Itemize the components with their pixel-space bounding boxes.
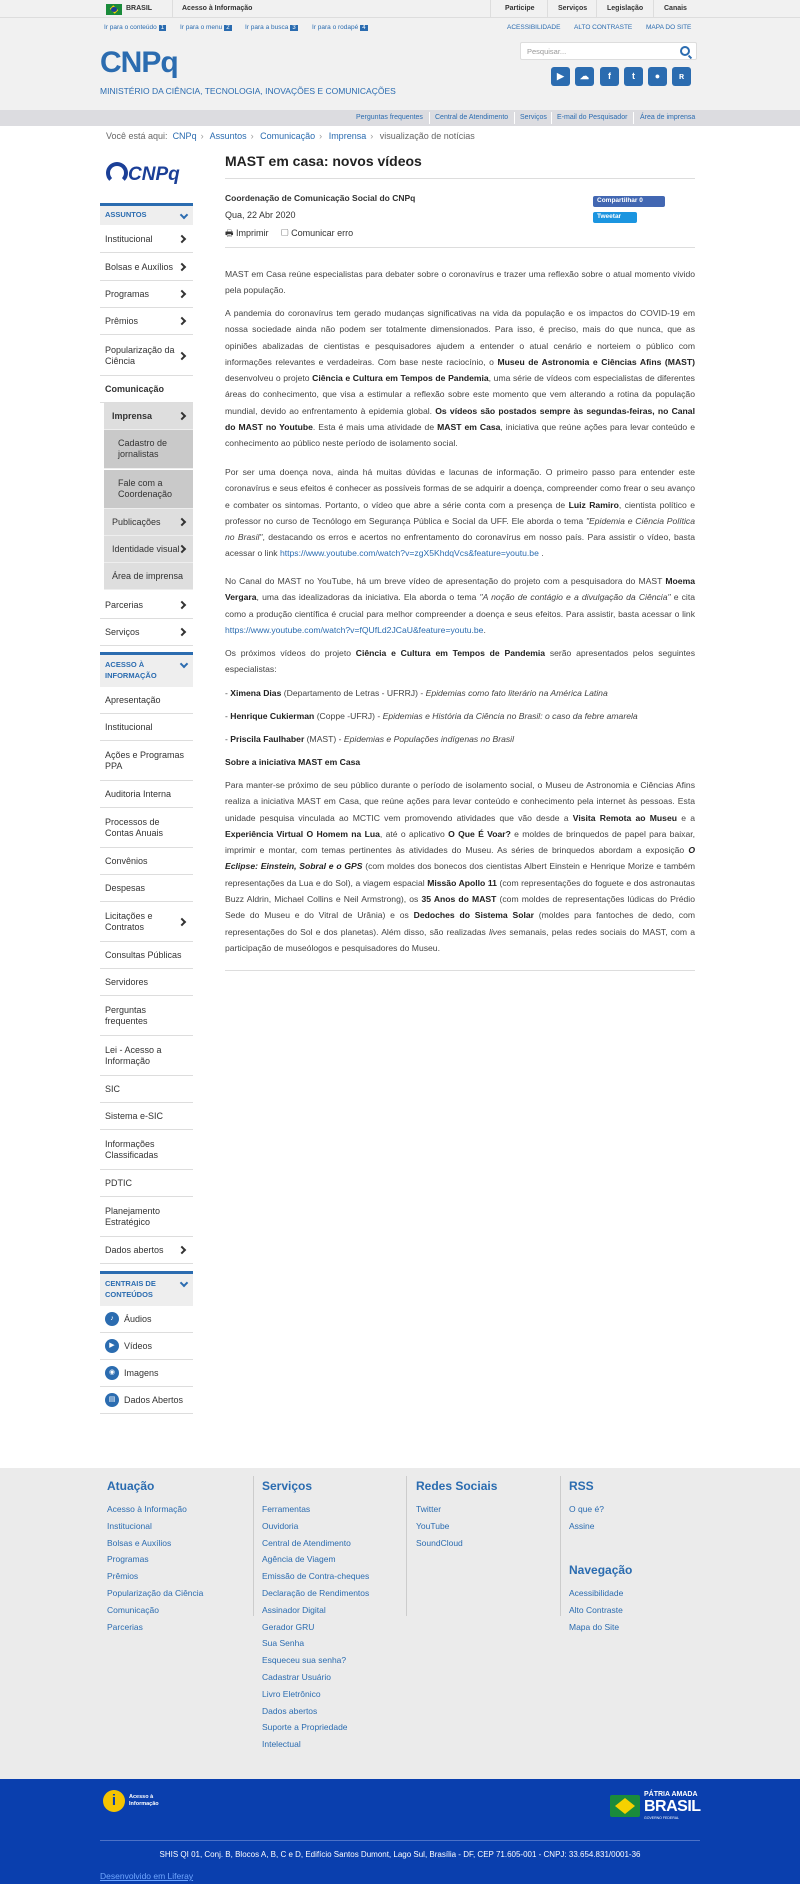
youtube-link-2[interactable]: https://www.youtube.com/watch?v=fQUfLd2JCaU&feature=youtu.be (225, 624, 484, 635)
sidebar-item-institucional[interactable]: Institucional (100, 226, 193, 253)
footer-link[interactable]: Bolsas e Auxílios (107, 1537, 172, 1548)
footer-link[interactable]: Intelectual (262, 1739, 301, 1750)
skip-to-footer[interactable]: Ir para o rodapé 4 (312, 24, 366, 31)
breadcrumb-assuntos[interactable]: Assuntos (209, 131, 247, 141)
assuntos-header[interactable]: ASSUNTOS (100, 203, 193, 225)
brazil-flag-icon (610, 1795, 640, 1817)
footer-link[interactable]: Livro Eletrônico (262, 1688, 321, 1699)
brazil-flag-icon (106, 4, 122, 15)
footer-link[interactable]: Declaração de Rendimentos (262, 1587, 370, 1598)
youtube-icon[interactable]: ▶ (551, 67, 570, 86)
sidebar-item-premios[interactable]: Prêmios (100, 308, 193, 335)
video-icon: ▶ (105, 1339, 119, 1353)
sidebar-acesso-item[interactable]: Convênios (100, 848, 193, 875)
footer-link[interactable]: Ferramentas (262, 1504, 311, 1514)
camera-icon: ◉ (105, 1366, 119, 1380)
gov-servicos-link[interactable]: Serviços (558, 5, 588, 12)
sidebar-sub-cadastro-jornalistas[interactable]: Cadastro de jornalistas (104, 430, 193, 469)
acesso-informacao-link[interactable]: Acesso à Informação (182, 5, 253, 12)
skip-to-content[interactable]: Ir para o conteúdo 1 (104, 24, 165, 31)
footer-link[interactable]: Parcerias (107, 1621, 143, 1632)
sidebar-imagens[interactable]: ◉ Imagens (100, 1360, 193, 1387)
sidebar-acesso-item[interactable]: Ações e Programas PPA (100, 741, 193, 781)
footer-link[interactable]: Twitter (416, 1504, 442, 1514)
chevron-right-icon (178, 290, 186, 298)
gov-participe-link[interactable]: Participe (505, 5, 535, 12)
chevron-right-icon (178, 263, 186, 271)
sidebar-acesso-item[interactable]: Planejamento Estratégico (100, 1197, 193, 1237)
error-icon: ▢ (281, 228, 289, 238)
sidebar-dados-abertos[interactable]: ▤ Dados Abertos (100, 1387, 193, 1414)
article-paragraph: Os próximos vídeos do projeto Ciência e Cultura em Tempos de Pandemia serão apresentados pelos seguintes especialistas: (225, 648, 695, 675)
chevron-right-icon (178, 317, 186, 325)
page-title: MAST em casa: novos vídeos (225, 153, 422, 169)
sidebar-acesso-item[interactable]: Lei - Acesso a Informação (100, 1036, 193, 1076)
sidebar-acesso-item[interactable]: SIC (100, 1076, 193, 1103)
perguntas-frequentes-link[interactable]: Perguntas frequentes (356, 114, 423, 121)
twitter-icon[interactable]: t (624, 67, 643, 86)
facebook-share-button[interactable]: Compartilhar 0 (593, 196, 665, 207)
sidebar-item-bolsas[interactable]: Bolsas e Auxílios (100, 254, 193, 281)
chevron-right-icon (178, 628, 186, 636)
cnpq-ring-icon (106, 162, 128, 184)
brasil-link[interactable]: BRASIL (126, 5, 153, 12)
skip-to-menu[interactable]: Ir para o menu 2 (180, 24, 230, 31)
ministry-name: MINISTÉRIO DA CIÊNCIA, TECNOLOGIA, INOVAÇÕES E COMUNICAÇÕES (100, 86, 396, 96)
rss-icon[interactable]: ʀ (672, 67, 691, 86)
skip-to-search[interactable]: Ir para a busca 3 (245, 24, 296, 31)
footer-link[interactable]: Institucional (107, 1520, 152, 1531)
sidebar-sub-area-imprensa[interactable]: Área de imprensa (104, 563, 193, 590)
patria-amada-brasil-logo[interactable]: PÁTRIA AMADA BRASIL GOVERNO FEDERAL (610, 1791, 700, 1821)
footer-link[interactable]: Emissão de Contra-cheques (262, 1571, 370, 1582)
footer-link[interactable]: YouTube (416, 1520, 450, 1531)
footer-link[interactable]: Acessibilidade (569, 1588, 624, 1598)
sidebar-sub-imprensa[interactable]: Imprensa (104, 403, 193, 430)
acessibilidade-link[interactable]: ACESSIBILIDADE (507, 24, 561, 31)
article-paragraph: - Ximena Dias (Departamento de Letras - UFRRJ) - Epidemias como fato literário na América Latina (225, 688, 608, 698)
footer-link[interactable]: O que é? (569, 1504, 604, 1514)
sidebar-acesso-item[interactable]: Sistema e-SIC (100, 1103, 193, 1130)
soundcloud-icon[interactable]: ☁ (575, 67, 594, 86)
footer-link[interactable]: Assine (569, 1520, 595, 1531)
footer-link[interactable]: Assinador Digital (262, 1604, 326, 1615)
sidebar-cnpq-logo[interactable]: CNPq (100, 160, 193, 192)
footer-redes-sociais: Redes Sociais Twitter YouTube SoundCloud (416, 1479, 497, 1551)
sidebar-acesso-item[interactable]: Consultas Públicas (100, 942, 193, 969)
info-icon: i (103, 1790, 125, 1812)
breadcrumb-imprensa[interactable]: Imprensa (328, 131, 367, 141)
printer-icon: 🖶 (225, 228, 234, 238)
footer-link[interactable]: Alto Contraste (569, 1604, 623, 1615)
acesso-informacao-logo[interactable]: i Acesso à Informação (103, 1790, 183, 1818)
gov-canais-link[interactable]: Canais (664, 5, 687, 12)
tweet-button[interactable]: Tweetar (593, 212, 637, 223)
footer-link[interactable]: Mapa do Site (569, 1621, 620, 1632)
footer-link[interactable]: Popularização da Ciência (107, 1587, 204, 1598)
sidebar-item-programas[interactable]: Programas (100, 281, 193, 308)
report-error-button[interactable]: ▢ Comunicar erro (281, 228, 354, 238)
sidebar-acesso-item[interactable]: Dados abertos (100, 1237, 193, 1264)
footer-link[interactable]: Gerador GRU (262, 1621, 315, 1632)
sidebar-item-servicos[interactable]: Serviços (100, 619, 193, 646)
article-subheading: Sobre a iniciativa MAST em Casa (225, 757, 361, 767)
search-icon[interactable] (680, 46, 690, 56)
article-paragraph: A pandemia do coronavírus tem gerado mudanças significativas na vida da população e os impactos do COVID-19 em nossa sociedade ainda não podem ser totalmente dimensionados. Para isso, é preciso, mais do que nunca, que as opiniões abalizadas de cientistas e pesquisadores ajudem a entender o atual cenário e norteiem o público com informações relevantes e verdadeiras. Com base neste raciocínio, o Museu de Astronomia e Ciências Afins (MAST) desenvolveu o projeto Ciência e Cultura em Tempos de Pandemia, uma série de vídeos com especialistas de diferentes áreas do conhecimento, que visa a estimular a reflexão sobre este momento que vem alterando a rotina da população mundial, devido ao enfrentamento à epidemia global. Os vídeos são postados sempre às segundas-feiras, no Canal do MAST no Youtube. Esta é mais uma atividade de MAST em Casa, iniciativa que reúne ações para levar conteúdo e conhecimento ao público neste período de isolamento social. (225, 308, 695, 449)
footer-link[interactable]: Comunicação (107, 1604, 159, 1615)
email-pesquisador-link[interactable]: E-mail do Pesquisador (557, 114, 628, 121)
search-input[interactable]: Pesquisar... (520, 42, 697, 60)
sidebar-sub-publicacoes[interactable]: Publicações (104, 509, 193, 536)
sidebar-acesso-item[interactable]: Despesas (100, 875, 193, 902)
print-button[interactable]: 🖶 Imprimir (225, 228, 269, 238)
chevron-down-icon (180, 1279, 188, 1287)
article-date: Qua, 22 Abr 2020 (225, 210, 296, 220)
liferay-link[interactable]: Desenvolvido em Liferay (100, 1871, 194, 1881)
footer-link[interactable]: Cadastrar Usuário (262, 1671, 331, 1682)
chevron-right-icon (178, 412, 186, 420)
area-imprensa-link[interactable]: Área de imprensa (640, 114, 696, 121)
sidebar-acesso-item[interactable]: Auditoria Interna (100, 781, 193, 808)
sidebar-acesso-item[interactable]: Servidores (100, 969, 193, 996)
cnpq-logo[interactable]: CNPq (100, 46, 178, 79)
servicos-link[interactable]: Serviços (520, 114, 547, 121)
footer-link[interactable]: Ouvidoria (262, 1520, 299, 1531)
gov-bar (0, 0, 800, 18)
chevron-right-icon (178, 518, 186, 526)
footer-atuacao: Atuação Acesso à Informação Institucional Bolsas e Auxílios Programas Prêmios Popularização da Ciência Comunicação Parcerias (107, 1479, 203, 1635)
footer-link[interactable]: Sua Senha (262, 1638, 305, 1649)
article-paragraph: Por ser uma doença nova, ainda há muitas dúvidas e lacunas de informação. O primeiro passo para entender este coronavírus e seus efeitos é conhecer as possíveis formas de se adquirir a doença, compreender como frear o seu avanço e combater os sintomas. Portanto, o vídeo que abre a série conta com a presença de Luiz Ramiro, cientista político e professor no curso de Tecnólogo em Segurança Pública e Social da UFF. Ele aborda o tema "Epidemia e Ciência Política no Brasil", destacando os erros e acertos no enfrentamento do coronavírus em nosso país. Para assistir o vídeo, basta acessar o link https://www.youtube.com/watch?v=zgX5KhdqVcs&feature=youtu.be . (225, 467, 696, 559)
article-paragraph: MAST em Casa reúne especialistas para debater sobre o coronavírus e trazer uma reflexão sobre o atual momento vivido pela população. (225, 269, 695, 296)
article-paragraph: - Priscila Faulhaber (MAST) - Epidemias e Populações indígenas no Brasil (225, 734, 514, 744)
article-author: Coordenação de Comunicação Social do CNPq (225, 193, 416, 203)
footer-link[interactable]: Acesso à Informação (107, 1504, 187, 1514)
folder-icon: ▤ (105, 1393, 119, 1407)
service-links-bar (0, 110, 800, 126)
sidebar-acesso-item[interactable]: Institucional (100, 714, 193, 741)
sidebar-item-comunicacao[interactable]: Comunicação (100, 376, 193, 403)
footer-link[interactable]: Dados abertos (262, 1705, 318, 1716)
alto-contraste-link[interactable]: ALTO CONTRASTE (574, 24, 633, 31)
footer-rss: RSS O que é? Assine (569, 1479, 604, 1535)
footer-link[interactable]: Suporte a Propriedade (262, 1722, 348, 1733)
sidebar-sub-identidade-visual[interactable]: Identidade visual (104, 536, 193, 563)
sidebar-acesso-item[interactable]: Processos de Contas Anuais (100, 808, 193, 848)
sidebar-acesso-item[interactable]: PDTIC (100, 1170, 193, 1197)
footer-link[interactable]: Prêmios (107, 1571, 139, 1582)
article-paragraph: - Henrique Cukierman (Coppe -UFRJ) - Epidemias e História da Ciência no Brasil: o caso da febre amarela (225, 711, 638, 721)
mapa-do-site-link[interactable]: MAPA DO SITE (646, 24, 692, 31)
footer-link[interactable]: Programas (107, 1554, 149, 1565)
footer-servicos: Serviços Ferramentas Ouvidoria Central de Atendimento Agência de Viagem Emissão de Contra-cheques Declaração de Rendimentos Assinador Digital Gerador GRU Sua Senha Esqueceu sua senha? Cadastrar Usuário Livro Eletrônico Dados abertos Suporte a Propriedade Intelectual (262, 1479, 369, 1753)
sidebar-acesso-item[interactable]: Perguntas frequentes (100, 996, 193, 1036)
gov-legislacao-link[interactable]: Legislação (607, 5, 644, 12)
sidebar-acesso-item[interactable]: Informações Classificadas (100, 1130, 193, 1170)
facebook-icon[interactable]: f (600, 67, 619, 86)
sidebar-item-parcerias[interactable]: Parcerias (100, 592, 193, 619)
breadcrumb-cnpq[interactable]: CNPq (172, 131, 197, 141)
footer-link[interactable]: SoundCloud (416, 1537, 463, 1548)
article-paragraph: Para manter-se próximo de seu público durante o período de isolamento social, o Museu de Astronomia e Ciências Afins realiza a iniciativa MAST em Casa, que reúne ações para levar conteúdo e conhecimento pela internet às pessoas. Esta unidade pesquisa vinculada ao MCTIC vem promovendo atividades que vão desde a Visita Remota ao Museu e a Experiência Virtual O Homem na Lua, até o aplicativo O Que É Voar? e moldes de brinquedos de papel para baixar, imprimir e montar, com temas pertinentes às atividades do Museu. As séries de brinquedos abordam a exposição O Eclipse: Einstein, Sobral e o GPS (com moldes dos bonecos dos cientistas Albert Einstein e Henrique Morize e também representações da Lua e do Sol), a viagem espacial Missão Apollo 11 (com representações do foguete e dos astronautas Buzz Aldrin, Michael Collins e Neil Armstrong), os 35 Anos do MAST (com moldes de representações lúdicas do Prédio Sede do Museu e do Vitral de Urânia) e os Dedoches do Sistema Solar (moldes para fantoches de dedo, com representações do Sol e dos planetas). Além disso, são realizadas lives semanais, pelas redes sociais do MAST, com a participação de museólogos e pesquisadores do Museu. (225, 780, 696, 953)
youtube-link-1[interactable]: https://www.youtube.com/watch?v=zgX5KhdqVcs&feature=youtu.be (279, 548, 539, 559)
audio-icon: ♪ (105, 1312, 119, 1326)
sidebar-videos[interactable]: ▶ Vídeos (100, 1333, 193, 1360)
centrais-conteudos-header[interactable]: CENTRAIS DE CONTEÚDOS (100, 1271, 193, 1306)
sidebar-sub-fale-coordenacao[interactable]: Fale com a Coordenação (104, 470, 193, 509)
acesso-informacao-header[interactable]: ACESSO À INFORMAÇÃO (100, 652, 193, 687)
sidebar-acesso-item[interactable]: Apresentação (100, 687, 193, 714)
chevron-right-icon (178, 601, 186, 609)
footer-link[interactable]: Esqueceu sua senha? (262, 1655, 347, 1666)
article-actions (225, 226, 353, 242)
sidebar-audios[interactable]: ♪ Áudios (100, 1306, 193, 1333)
central-atendimento-link[interactable]: Central de Atendimento (435, 114, 509, 121)
flickr-icon[interactable]: ● (648, 67, 667, 86)
breadcrumb: Você está aqui: CNPq › Assuntos › Comunicação › Imprensa › visualização de notícias (106, 131, 475, 141)
site-header (0, 18, 800, 110)
footer-link[interactable]: Agência de Viagem (262, 1554, 336, 1565)
chevron-right-icon (178, 235, 186, 243)
sidebar-acesso-item[interactable]: Licitações e Contratos (100, 902, 193, 942)
footer-navegacao: Navegação Acessibilidade Alto Contraste Mapa do Site (569, 1563, 632, 1635)
chevron-right-icon (178, 1246, 186, 1254)
article-paragraph: No Canal do MAST no YouTube, há um breve vídeo de apresentação do projeto com a pesquisadora do MAST Moema Vergara, uma das idealizadoras da iniciativa. Ela aborda o tema "A noção de contágio e a divulgação da Ciência" e cita como a produção científica é crucial para melhor compreender a doença e seus efeitos. Para assistir, basta acessar o link https://www.youtube.com/watch?v=fQUfLd2JCaU&feature=youtu.be. (225, 576, 695, 635)
breadcrumb-comunicacao[interactable]: Comunicação (260, 131, 316, 141)
sidebar-item-popularizacao[interactable]: Popularização da Ciência (100, 336, 193, 376)
footer-link[interactable]: Central de Atendimento (262, 1537, 351, 1548)
chevron-down-icon (180, 211, 188, 219)
chevron-down-icon (180, 660, 188, 668)
footer-address: SHIS QI 01, Conj. B, Blocos A, B, C e D, Edifício Santos Dumont, Lago Sul, Brasília - DF, CEP 71.605-001 - CNPJ: 33.654.831/0001-36 (159, 1850, 641, 1859)
breadcrumb-current: visualização de notícias (379, 131, 475, 141)
